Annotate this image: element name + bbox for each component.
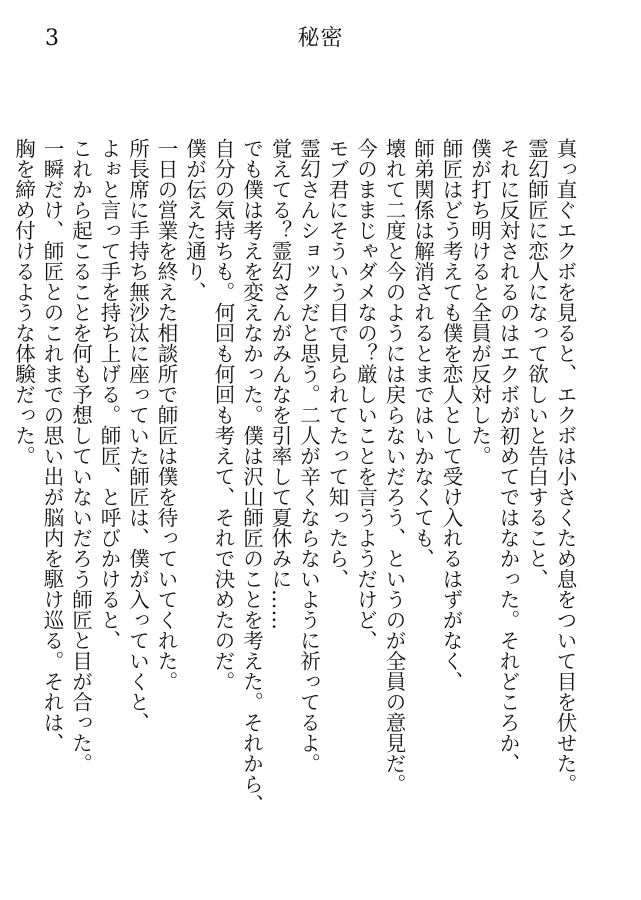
paragraph-1: 真っ直ぐエクボを見ると、エクボは小さくため息をついて目を伏せた。霊幻師匠に恋人になって欲しいと告白すること、それに反対されるのはエクボが初めてではなかった。それどころか、僕が打ち明けると全員が反対した。師匠はどう考えても僕を恋人として受け入れるはずがなく、師弟関係は解消されるとまではいかなくても、壊れて二度と今のようには戻らないだろう、というのが全員の意見だ。今のままじゃダメなの？厳しいことを言うようだけど、モブ君にそういう目で見られてたって知ったら、霊幻さんショックだと思う。二人が辛くならないように祈ってるよ。覚えてる？霊幻さんがみんなを引率して夏休みに……でも僕は考えを変えなかった。僕は沢山師匠のことを考えた。それから、自分の気持ちも。何回も何回も考えて、それで決めたのだ。	[211, 138, 577, 815]
paragraph-2: 僕が伝えた通り、一日の営業を終えた相談所で師匠は僕を待っていてくれた。所長席に手持ち無沙汰に座っていた師匠は、僕が入っていくと、よぉと言って手を持ち上げる。師匠、と呼びかけると、これから起こることを何も予想していないだろう師匠と目が合った。一瞬だけ、師匠とのこれまでの思い出が脳内を駆け巡る。それは、胸を締め付けるような体験だった。	[11, 138, 207, 774]
running-title: 秘密	[297, 26, 344, 51]
page-number: 3	[45, 26, 59, 51]
vertical-body-text	[11, 138, 579, 848]
